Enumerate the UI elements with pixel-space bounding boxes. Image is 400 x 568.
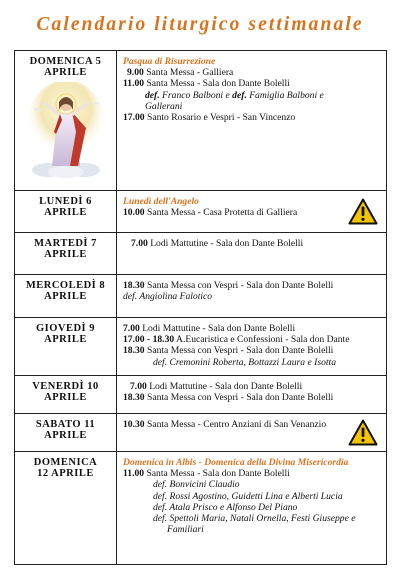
risen-christ-illustration bbox=[26, 82, 106, 178]
warning-triangle-icon bbox=[348, 198, 378, 225]
table-row-day-1 bbox=[15, 51, 387, 191]
day-label: DOMENICA bbox=[33, 457, 98, 468]
event-line: 18.30 Santa Messa con Vespri - Sala don Dante Bolelli bbox=[123, 345, 334, 357]
month-label: APRILE bbox=[44, 334, 87, 345]
events-cell bbox=[117, 318, 387, 376]
day-label: SABATO 11 bbox=[35, 419, 96, 430]
intention-line: def. Angiolina Falotico bbox=[123, 291, 213, 303]
month-label: APRILE bbox=[44, 291, 87, 302]
month-label: APRILE bbox=[44, 430, 87, 441]
day-label: DOMENICA 5 bbox=[29, 56, 102, 67]
table-row-day-4 bbox=[15, 275, 387, 318]
event-line: 11.00 Santa Messa - Sala don Dante Bolelli bbox=[123, 468, 290, 480]
intention-line: def. Franco Balboni e def. Famiglia Balboni e bbox=[145, 89, 324, 101]
day-cell bbox=[15, 414, 117, 452]
events-cell bbox=[117, 414, 387, 452]
event-line: 11.00 Santa Messa - Sala don Dante Bolelli bbox=[123, 78, 290, 90]
table-row-day-7 bbox=[15, 414, 387, 452]
month-label: APRILE bbox=[44, 67, 87, 78]
event-line: 9.00 Santa Messa - Galliera bbox=[127, 67, 234, 79]
table-row-day-3 bbox=[15, 233, 387, 275]
events-cell bbox=[117, 452, 387, 565]
page-title: Calendario liturgico settimanale bbox=[36, 14, 364, 35]
intention-line: def. Bonvicini Claudio bbox=[153, 479, 240, 491]
intention-line: def. Rossi Agostino, Guidetti Lina e Alberti Lucia bbox=[153, 490, 343, 502]
table-row-day-2 bbox=[15, 191, 387, 233]
day-label: MARTEDÌ 7 bbox=[34, 238, 97, 249]
month-label: 12 APRILE bbox=[37, 468, 94, 479]
events-cell bbox=[117, 51, 387, 191]
intention-line: def. Atala Prisco e Alfonso Del Piano bbox=[153, 501, 298, 513]
month-label: APRILE bbox=[44, 392, 87, 403]
event-line: 7.00 Lodi Mattutine - Sala don Dante Bolelli bbox=[131, 238, 304, 249]
day-cell bbox=[15, 191, 117, 233]
day-label: GIOVEDÌ 9 bbox=[35, 323, 96, 334]
feast-title: Pasqua di Risurrezione bbox=[123, 56, 216, 67]
event-line: 10.30 Santa Messa - Centro Anziani di San Venanzio bbox=[123, 419, 327, 430]
month-label: APRILE bbox=[44, 249, 87, 260]
events-cell bbox=[117, 275, 387, 318]
day-label: LUNEDÌ 6 bbox=[39, 196, 92, 207]
day-label: VENERDÌ 10 bbox=[32, 381, 99, 392]
events-cell bbox=[117, 233, 387, 275]
day-cell bbox=[15, 51, 117, 191]
month-label: APRILE bbox=[44, 207, 87, 218]
table-row-day-6 bbox=[15, 376, 387, 414]
event-line: 10.00 Santa Messa - Casa Protetta di Galliera bbox=[123, 207, 298, 219]
intention-line: def. Spettoli Maria, Natali Ornella, Festi Giuseppe e bbox=[153, 513, 356, 525]
event-line: 18.30 Santa Messa con Vespri - Sala don Dante Bolelli bbox=[123, 280, 334, 291]
feast-title: Lunedì dell'Angelo bbox=[123, 196, 199, 207]
intention-line: def. Cremonini Roberta, Bottazzi Laura e Isotta bbox=[153, 356, 336, 368]
event-line: 7.00 Lodi Mattutine - Sala don Dante Bolelli bbox=[130, 381, 303, 392]
liturgical-calendar-table bbox=[14, 50, 387, 565]
day-label: MERCOLEDÌ 8 bbox=[25, 280, 106, 291]
day-cell bbox=[15, 376, 117, 414]
event-line: 17.00 Santo Rosario e Vespri - San Vincenzo bbox=[123, 112, 296, 124]
warning-triangle-icon bbox=[348, 419, 378, 446]
events-cell bbox=[117, 376, 387, 414]
day-cell bbox=[15, 275, 117, 318]
intention-line: Gallerani bbox=[145, 100, 183, 112]
intention-line: Familiari bbox=[167, 524, 204, 536]
events-cell bbox=[117, 191, 387, 233]
table-row-day-8 bbox=[15, 452, 387, 565]
day-cell bbox=[15, 318, 117, 376]
day-cell bbox=[15, 233, 117, 275]
event-line: 7.00 Lodi Mattutine - Sala don Dante Bolelli bbox=[123, 323, 296, 334]
table-row-day-5 bbox=[15, 318, 387, 376]
feast-title: Domenica in Albis - Domenica della Divina Misericordia bbox=[123, 457, 349, 468]
day-cell bbox=[15, 452, 117, 565]
event-line: 17.00 - 18.30 A.Eucaristica e Confessioni - Sala don Dante bbox=[123, 334, 350, 346]
event-line: 18.30 Santa Messa con Vespri - Sala don Dante Bolelli bbox=[123, 392, 334, 404]
